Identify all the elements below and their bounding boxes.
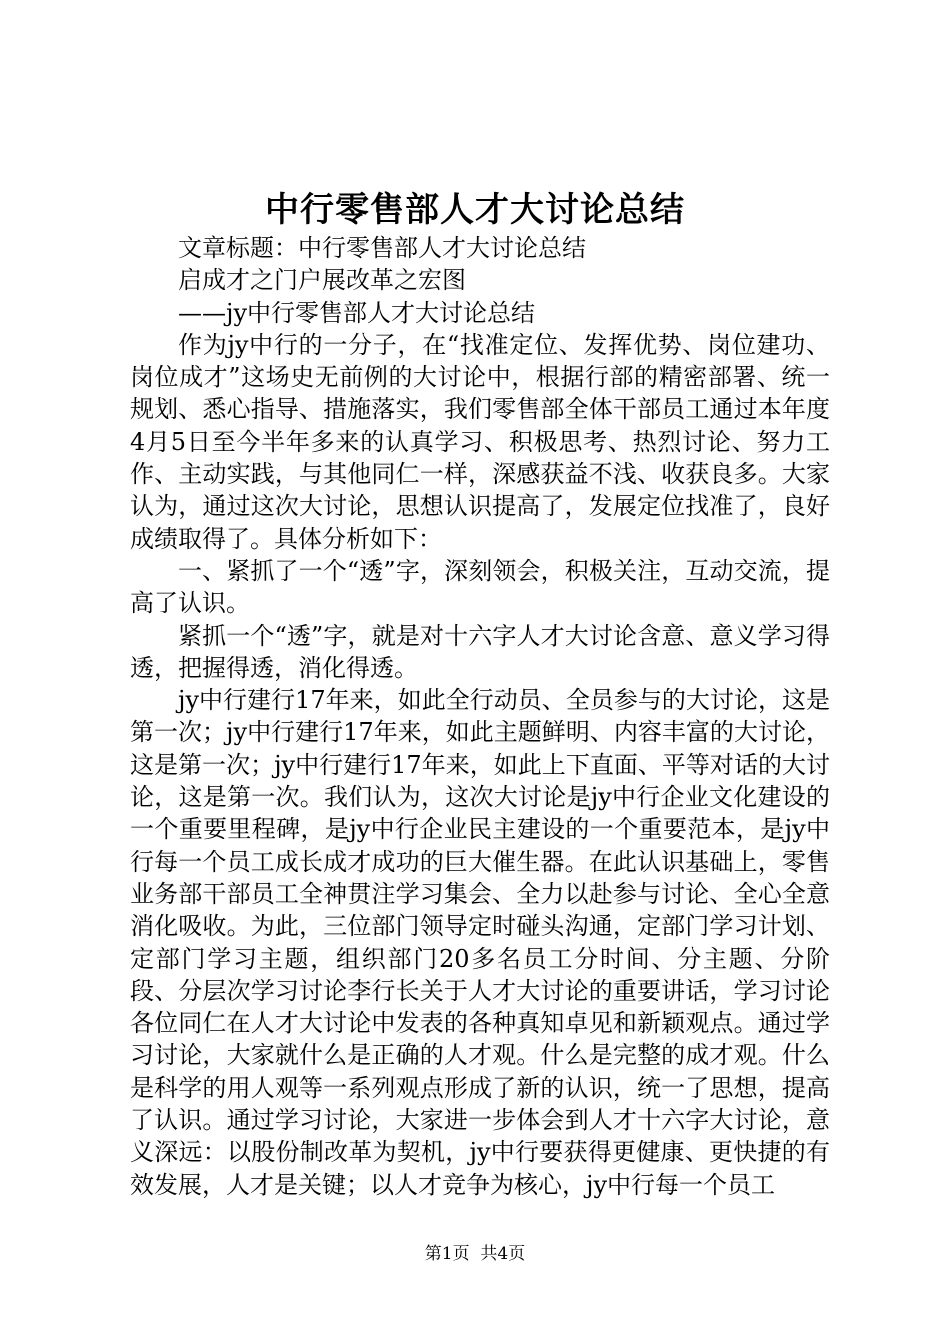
footer-separator: [470, 1244, 481, 1264]
paragraph-intro: 作为jy中行的一分子，在“找准定位、发挥优势、岗位建功、岗位成才”这场史无前例的大讨论中，根据行部的精密部署、统一规划、悉心指导、措施落实，我们零售部全体干部员工通过本年度4月5日至今半年多来的认真学习、积极思考、热烈讨论、努力工作、主动实践，与其他同仁一样，深感获益不浅、收获良多。大家认为，通过这次大讨论，思想认识提高了，发展定位找准了，良好成绩取得了。具体分析如下：: [130, 330, 830, 553]
document-title: 中行零售部人才大讨论总结: [265, 190, 685, 230]
paragraph-section-summary: 紧抓一个“透”字，就是对十六字人才大讨论含意、意义学习得透，把握得透，消化得透。: [130, 621, 830, 682]
paragraph-section-heading: 一、紧抓了一个“透”字，深刻领会，积极关注，互动交流，提高了认识。: [130, 556, 830, 618]
page-number: 第1页: [424, 1244, 470, 1264]
page-footer: [0, 1243, 950, 1265]
paragraph-article-title: 文章标题：中行零售部人才大讨论总结: [178, 234, 586, 262]
paragraph-byline: ——jy中行零售部人才大讨论总结: [178, 298, 535, 327]
paragraph-subtitle: 启成才之门户展改革之宏图: [178, 266, 466, 295]
page-total: 共4页: [480, 1244, 526, 1264]
document-body: [130, 232, 830, 1201]
paragraph-main-body: jy中行建行17年来，如此全行动员、全员参与的大讨论，这是第一次；jy中行建行17年来，如此主题鲜明、内容丰富的大讨论，这是第一次；jy中行建行17年来，如此上下直面、平等对话的大讨论，这是第一次。我们认为，这次大讨论是jy中行企业文化建设的一个重要里程碑，是jy中行企业民主建设的一个重要范本，是jy中行每一个员工成长成才成功的巨大催生器。在此认识基础上，零售业务部干部员工全神贯注学习集会、全力以赴参与讨论、全心全意消化吸收。为此，三位部门领导定时碰头沟通，定部门学习计划、定部门学习主题，组织部门20多名员工分时间、分主题、分阶段、分层次学习讨论李行长关于人才大讨论的重要讲话，学习讨论各位同仁在人才大讨论中发表的各种真知卓见和新颖观点。通过学习讨论，大家就什么是正确的人才观。什么是完整的成才观。什么是科学的用人观等一系列观点形成了新的认识，统一了思想，提高了认识。通过学习讨论，大家进一步体会到人才十六字大讨论，意义深远：以股份制改革为契机，jy中行要获得更健康、更快捷的有效发展，人才是关键；以人才竞争为核心，jy中行每一个员工: [130, 686, 830, 1199]
